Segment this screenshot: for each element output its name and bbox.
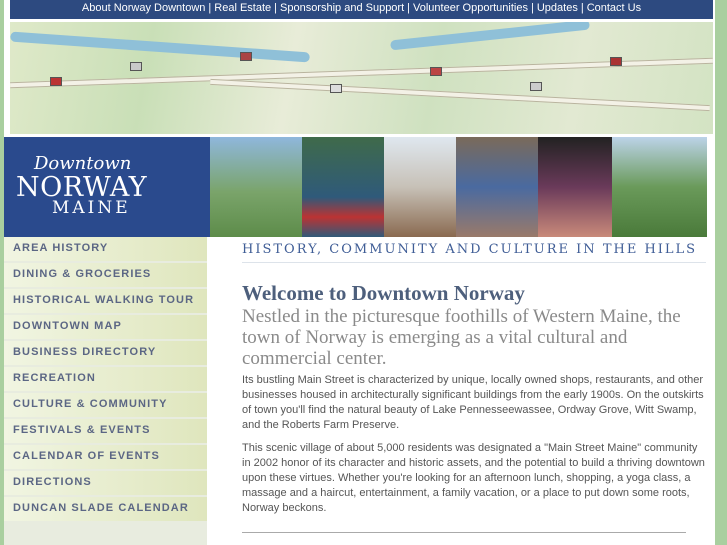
site-logo[interactable]	[4, 137, 210, 237]
paragraph: This scenic village of about 5,000 residents was designated a "Main Street Maine" community in 2002 honor of its character and historic assets, and the potential to build a thriving downtown upon these virtues. Whether you're looking for an afternoon lunch, shopping, a yoga class, a massage and a haircut, entertainment, a family vacation, or a place to put down some roots, Norway beckons.	[242, 442, 705, 514]
photo-building	[384, 137, 456, 237]
illustrated-town-map	[10, 22, 713, 134]
divider	[242, 532, 686, 533]
page	[4, 0, 715, 545]
sidebar-item-walking-tour[interactable]: HISTORICAL WALKING TOUR	[4, 289, 207, 313]
intro-text: Nestled in the picturesque foothills of Western Maine, the town of Norway is emerging as a vital cultural and commercial center.	[242, 306, 681, 369]
nav-about[interactable]: About Norway Downtown	[81, 2, 206, 14]
sidebar-item-business-directory[interactable]: BUSINESS DIRECTORY	[4, 341, 207, 365]
sidebar-item-downtown-map[interactable]: DOWNTOWN MAP	[4, 315, 207, 339]
page-title: Welcome to Downtown Norway	[242, 281, 525, 305]
logo-norway: NORWAY	[16, 172, 148, 203]
main-content	[242, 237, 706, 533]
sidebar-item-culture[interactable]: CULTURE & COMMUNITY	[4, 393, 207, 417]
photo-dance	[538, 137, 612, 237]
sidebar-item-duncan-slade[interactable]: DUNCAN SLADE CALENDAR	[4, 497, 207, 521]
sidebar-item-recreation[interactable]: RECREATION	[4, 367, 207, 391]
nav-real-estate[interactable]: Real Estate	[214, 2, 272, 14]
logo-downtown: Downtown	[34, 153, 132, 174]
photo-lake	[210, 137, 302, 237]
sidebar-item-calendar[interactable]: CALENDAR OF EVENTS	[4, 445, 207, 469]
paragraph: Its bustling Main Street is characterized by unique, locally owned shops, restaurants, and other businesses housed in architecturally significant buildings from the early 1900s. On the outskirts of town you'll find the natural beauty of Lake Pennesseewassee, Ordway Grove, Witt Swamp, and the Roberts Farm Preserve.	[242, 374, 704, 431]
photo-town-sign	[612, 137, 707, 237]
top-navigation: About Norway Downtown | Real Estate | Sponsorship and Support | Volunteer Opportunities | Updates | Contact Us	[10, 0, 713, 19]
nav-volunteer[interactable]: Volunteer Opportunities	[413, 2, 528, 14]
nav-updates[interactable]: Updates	[536, 2, 578, 14]
sidebar-navigation	[4, 237, 207, 545]
sidebar-item-dining[interactable]: DINING & GROCERIES	[4, 263, 207, 287]
nav-sponsorship[interactable]: Sponsorship and Support	[280, 2, 405, 14]
sidebar-item-festivals[interactable]: FESTIVALS & EVENTS	[4, 419, 207, 443]
tagline: HISTORY, COMMUNITY AND CULTURE IN THE HILLS	[242, 237, 706, 263]
nav-contact[interactable]: Contact Us	[586, 2, 642, 14]
logo-maine: MAINE	[52, 198, 131, 218]
photo-market	[456, 137, 538, 237]
sidebar-item-area-history[interactable]: AREA HISTORY	[4, 237, 207, 261]
sidebar-item-directions[interactable]: DIRECTIONS	[4, 471, 207, 495]
photo-canoe	[302, 137, 384, 237]
header-banner	[4, 137, 715, 237]
